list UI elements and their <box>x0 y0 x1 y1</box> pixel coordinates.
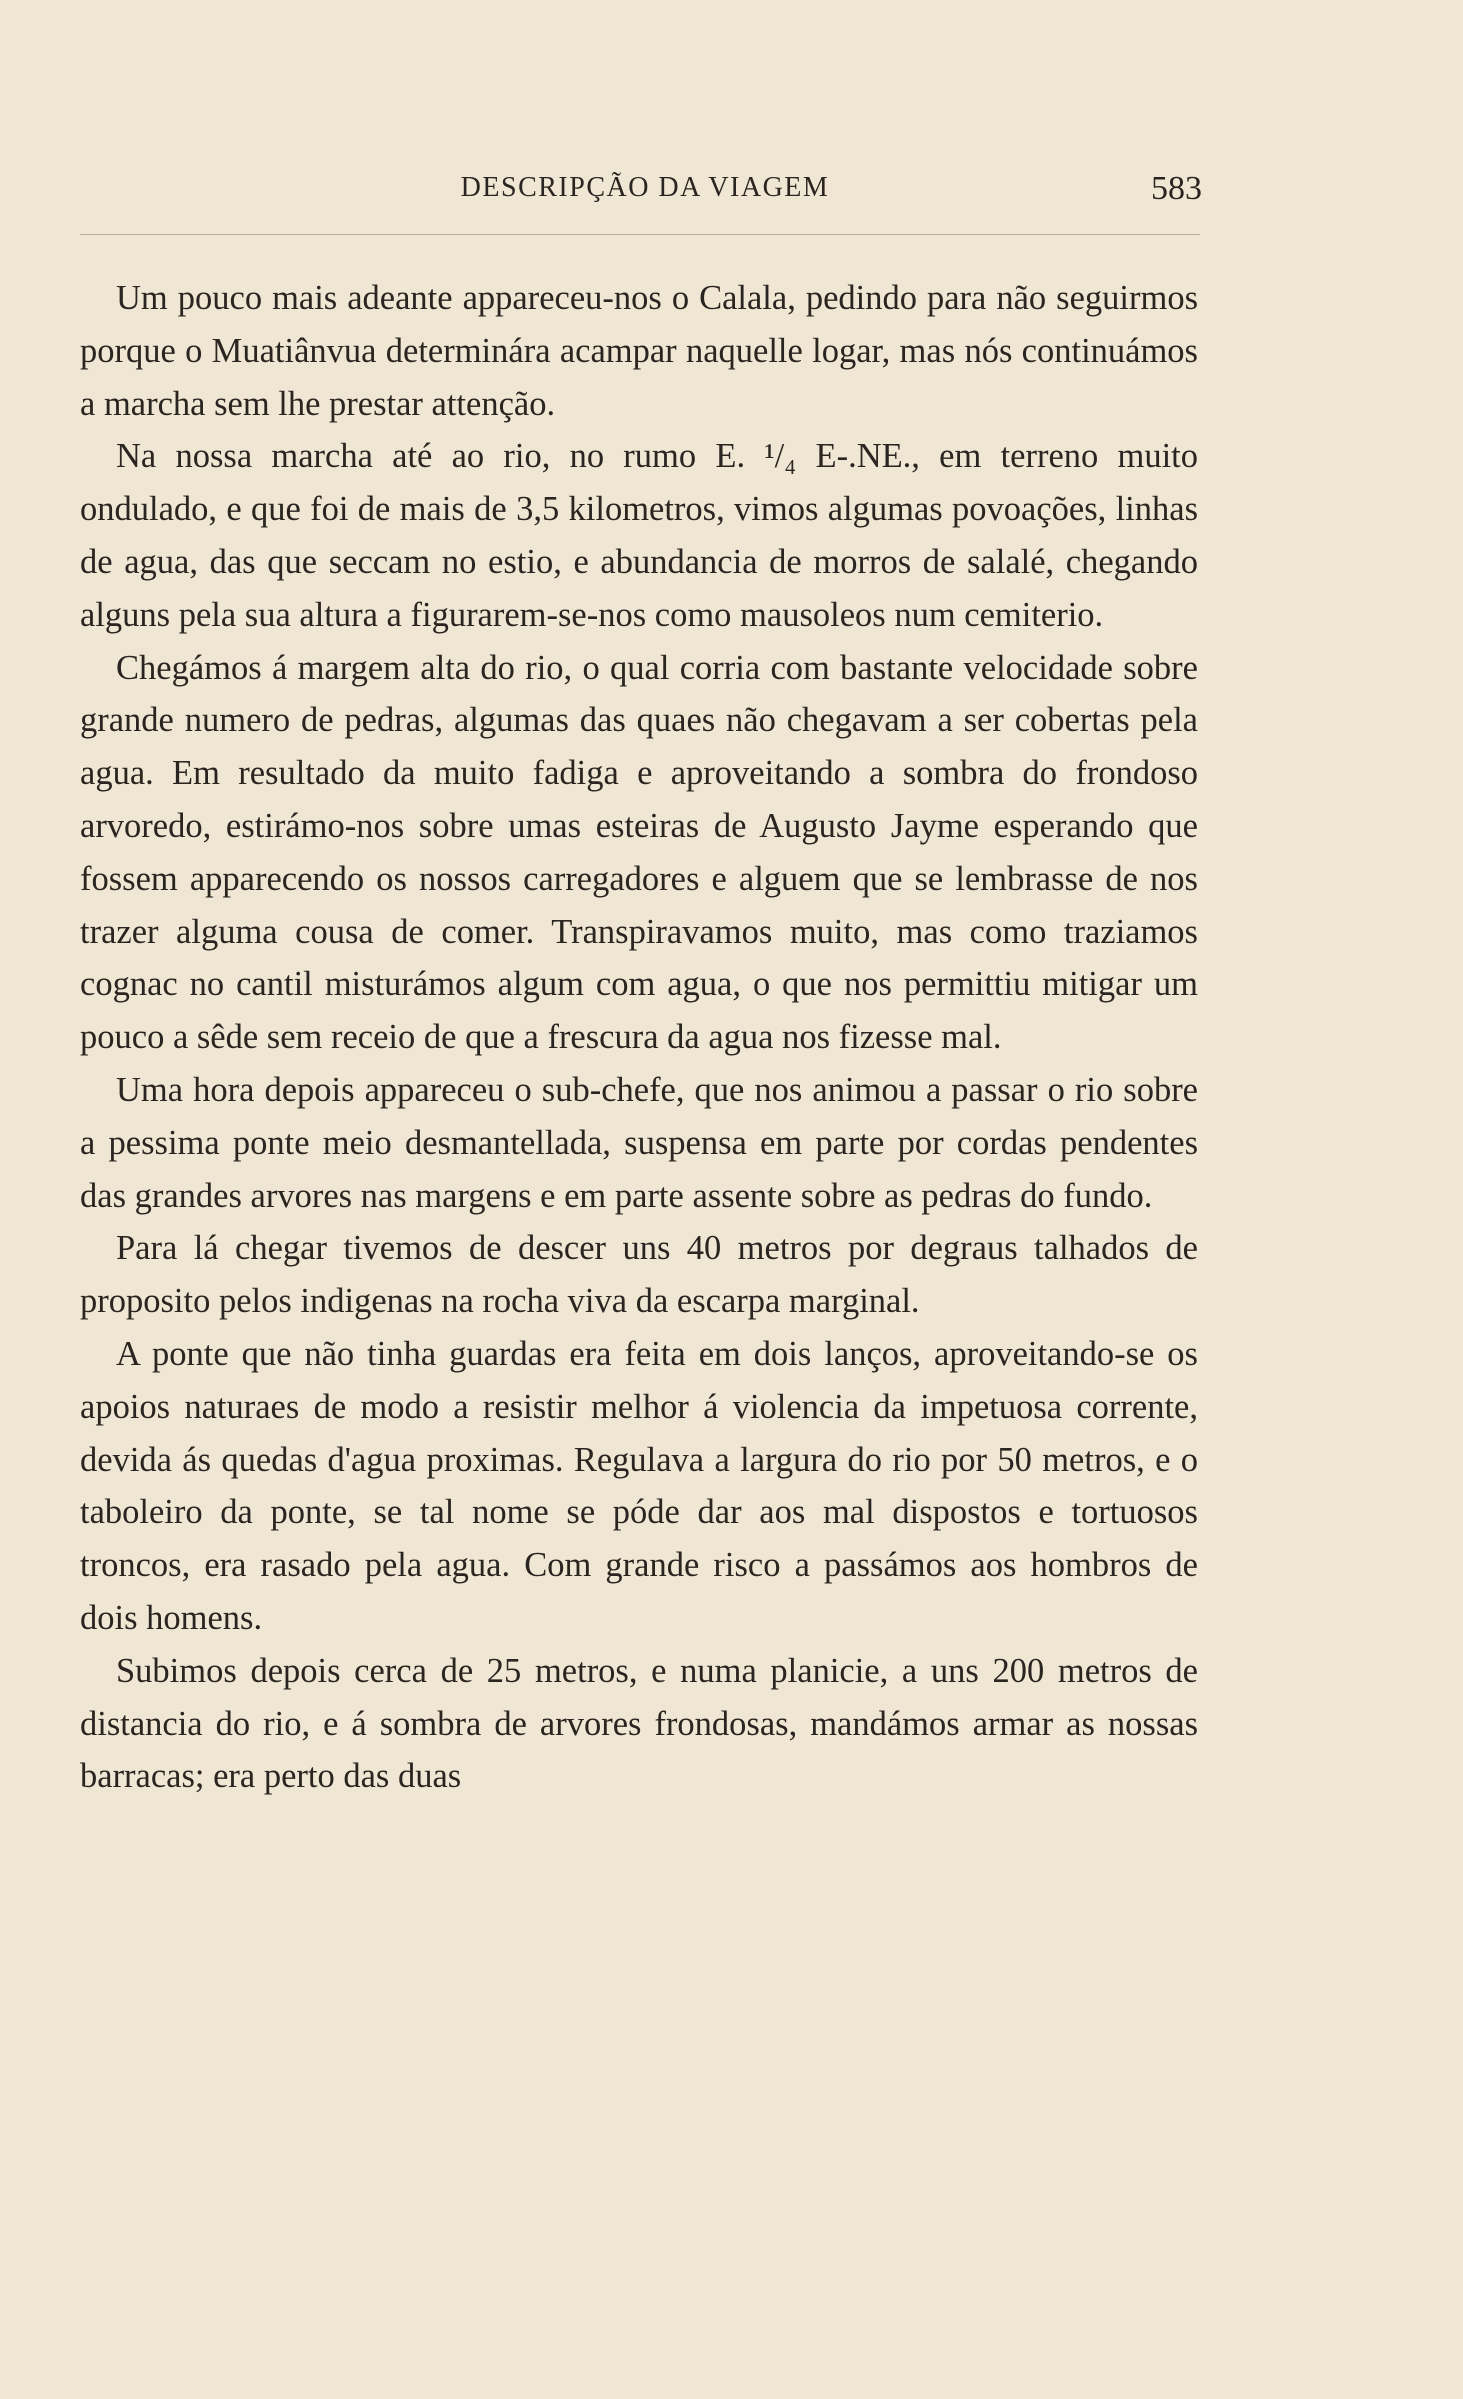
paragraph: Subimos depois cerca de 25 metros, e numa planicie, a uns 200 metros de distancia do rio, e á sombra de arvores frondosas, mandámos armar as nossas barracas; era perto das duas <box>80 1651 1198 1796</box>
header-divider <box>80 234 1200 235</box>
paragraph: A ponte que não tinha guardas era feita em dois lanços, aproveitando-se os apoios naturaes de modo a resistir melhor á violencia da impetuosa corrente, devida ás quedas d'agua proximas. Regulava a largura do rio por 50 metros, e o taboleiro da ponte, se tal nome se póde dar aos mal dispostos e tortuosos troncos, era rasado pela agua. Com grande risco a passámos aos hombros de dois homens. <box>80 1334 1198 1637</box>
paragraph: Para lá chegar tivemos de descer uns 40 metros por degraus talhados de proposito pelos indigenas na rocha viva da escarpa marginal. <box>80 1229 1198 1321</box>
paragraph: Chegámos á margem alta do rio, o qual corria com bastante velocidade sobre grande numero de pedras, algumas das quaes não chegavam a ser cobertas pela agua. Em resultado da muito fadiga e aproveitando a sombra do frondoso arvoredo, estirámo-nos sobre umas esteiras de Augusto Jayme esperando que fossem apparecendo os nossos carregadores e alguem que se lembrasse de nos trazer alguma cousa de comer. Transpiravamos muito, mas como traziamos cognac no cantil misturámos algum com agua, o que nos permittiu mitigar um pouco a sêde sem receio de que a frescura da agua nos fizesse mal. <box>80 648 1198 1057</box>
paragraph: Um pouco mais adeante appareceu-nos o Calala, pedindo para não seguirmos porque o Muatiânvua determinára acampar naquelle logar, mas nós continuámos a marcha sem lhe prestar attenção. <box>80 279 1198 423</box>
paragraph: Uma hora depois appareceu o sub-chefe, que nos animou a passar o rio sobre a pessima ponte meio desmantellada, suspensa em parte por cordas pendentes das grandes arvores nas margens e em parte assente sobre as pedras do fundo. <box>80 1070 1198 1215</box>
body-text <box>80 272 1198 1803</box>
running-title: DESCRIPÇÃO DA VIAGEM <box>460 172 830 203</box>
page-number: 583 <box>1151 170 1202 207</box>
page-header <box>80 172 1210 212</box>
paragraph: Na nossa marcha até ao rio, no rumo E. ¹/₄ E-.NE., em terreno muito ondulado, e que foi de mais de 3,5 kilometros, vimos algumas povoações, linhas de agua, das que seccam no estio, e abundancia de morros de salalé, chegando alguns pela sua altura a figurarem-se-nos como mausoleos num cemiterio. <box>80 437 1198 634</box>
